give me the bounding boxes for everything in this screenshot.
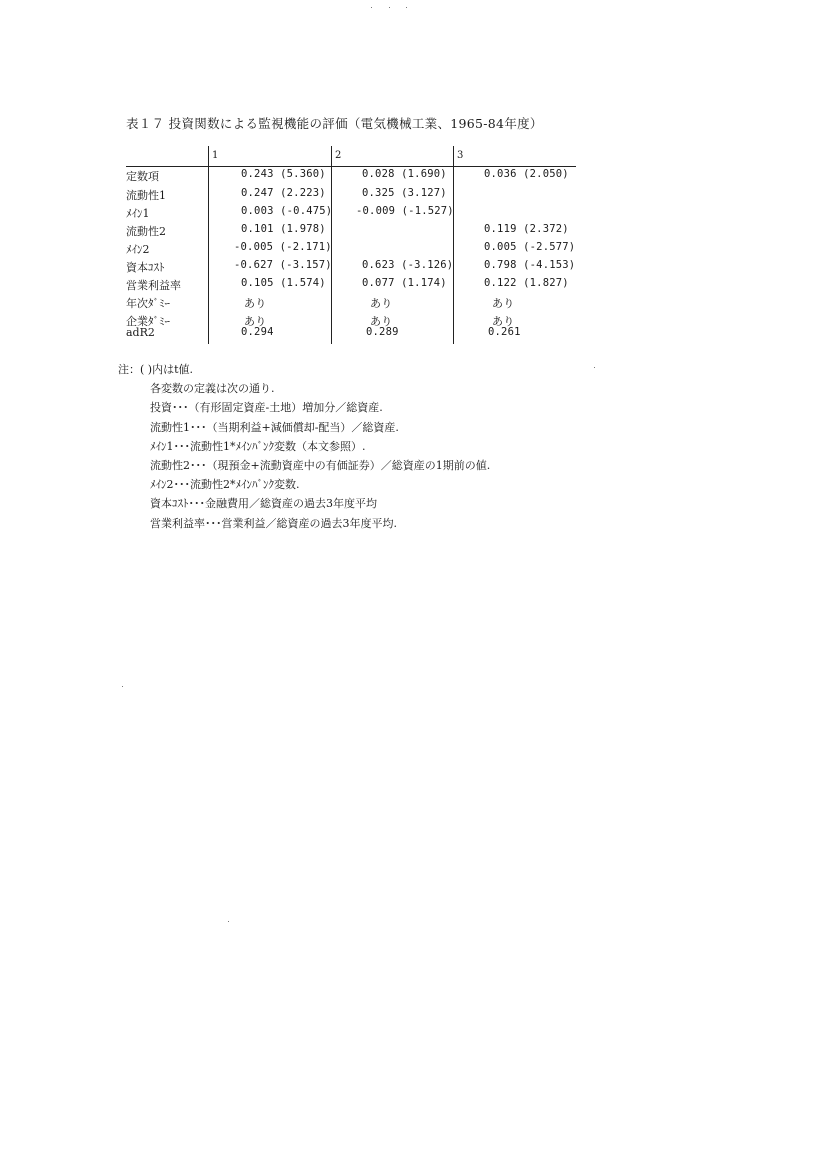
table-cell: 0.247 (2.223)	[241, 187, 326, 199]
table-cell: 0.077 (1.174)	[362, 277, 447, 289]
row-label: ﾒｲﾝ1	[126, 207, 150, 220]
scan-speck	[371, 7, 372, 8]
column-rule	[453, 146, 454, 344]
note-line: 流動性2･･･（現預金+流動資産中の有価証券）／総資産の1期前の値.	[150, 459, 491, 473]
table-cell: 0.105 (1.574)	[241, 277, 326, 289]
table-cell: -0.005 (-2.171)	[234, 241, 332, 253]
scan-speck	[389, 7, 390, 8]
table-cell: 0.101 (1.978)	[241, 223, 326, 235]
table-cell: あり	[370, 297, 393, 310]
table-cell: あり	[492, 315, 515, 328]
table-cell: 0.289	[366, 326, 399, 338]
row-label: 営業利益率	[126, 279, 181, 292]
table-cell: 0.243 (5.360)	[241, 168, 326, 180]
table-cell: -0.627 (-3.157)	[234, 259, 332, 271]
table-cell: あり	[492, 297, 515, 310]
table-cell: 0.028 (1.690)	[362, 168, 447, 180]
scan-speck	[406, 7, 407, 8]
note-line: 投資･･･（有形固定資産-土地）増加分／総資産.	[150, 401, 383, 415]
row-label: 流動性1	[126, 189, 166, 202]
row-label: 資本ｺｽﾄ	[126, 261, 165, 274]
column-header-3: 3	[457, 150, 464, 161]
table-notes	[118, 360, 490, 533]
table-cell: 0.623 (-3.126)	[362, 259, 454, 271]
row-label: 年次ﾀﾞﾐｰ	[126, 297, 170, 310]
note-line: 資本ｺｽﾄ･･･金融費用／総資産の過去3年度平均	[150, 497, 377, 511]
table-cell: 0.798 (-4.153)	[484, 259, 576, 271]
table-cell: 0.325 (3.127)	[362, 187, 447, 199]
note-line: ﾒｲﾝ2･･･流動性2*ﾒｲﾝﾊﾞﾝｸ変数.	[150, 478, 300, 492]
scan-speck	[594, 367, 595, 368]
scan-speck	[228, 921, 229, 922]
note-line: 営業利益率･･･営業利益／総資産の過去3年度平均.	[150, 516, 397, 530]
table-cell: あり	[244, 315, 267, 328]
table-title: 表１７ 投資関数による監視機能の評価（電気機械工業、1965-84年度）	[126, 116, 543, 131]
table-cell: 0.119 (2.372)	[484, 223, 569, 235]
table-cell: 0.122 (1.827)	[484, 277, 569, 289]
note-line: 各変数の定義は次の通り.	[150, 382, 275, 396]
column-rule	[208, 146, 209, 344]
table-cell: あり	[370, 315, 393, 328]
table-cell: -0.009 (-1.527)	[356, 205, 454, 217]
scan-speck	[122, 686, 123, 687]
column-header-2: 2	[335, 150, 342, 161]
column-header-1: 1	[212, 150, 219, 161]
row-label: 定数項	[126, 170, 159, 183]
header-rule	[126, 166, 576, 167]
row-label: ﾒｲﾝ2	[126, 243, 150, 256]
row-label: adR2	[126, 326, 155, 339]
table-cell: 0.261	[488, 326, 521, 338]
table-cell: 0.005 (-2.577)	[484, 241, 576, 253]
table-cell: あり	[244, 297, 267, 310]
regression-table	[126, 146, 576, 346]
row-label: 企業ﾀﾞﾐｰ	[126, 315, 170, 328]
table-cell: 0.036 (2.050)	[484, 168, 569, 180]
note-line: 流動性1･･･（当期利益+減価償却-配当）／総資産.	[150, 420, 399, 434]
row-label: 流動性2	[126, 225, 166, 238]
note-line: ﾒｲﾝ1･･･流動性1*ﾒｲﾝﾊﾞﾝｸ変数（本文参照）.	[150, 439, 366, 453]
table-cell: 0.294	[241, 326, 274, 338]
notes-head: 注：( )内はt値.	[118, 363, 193, 376]
table-cell: 0.003 (-0.475)	[241, 205, 333, 217]
